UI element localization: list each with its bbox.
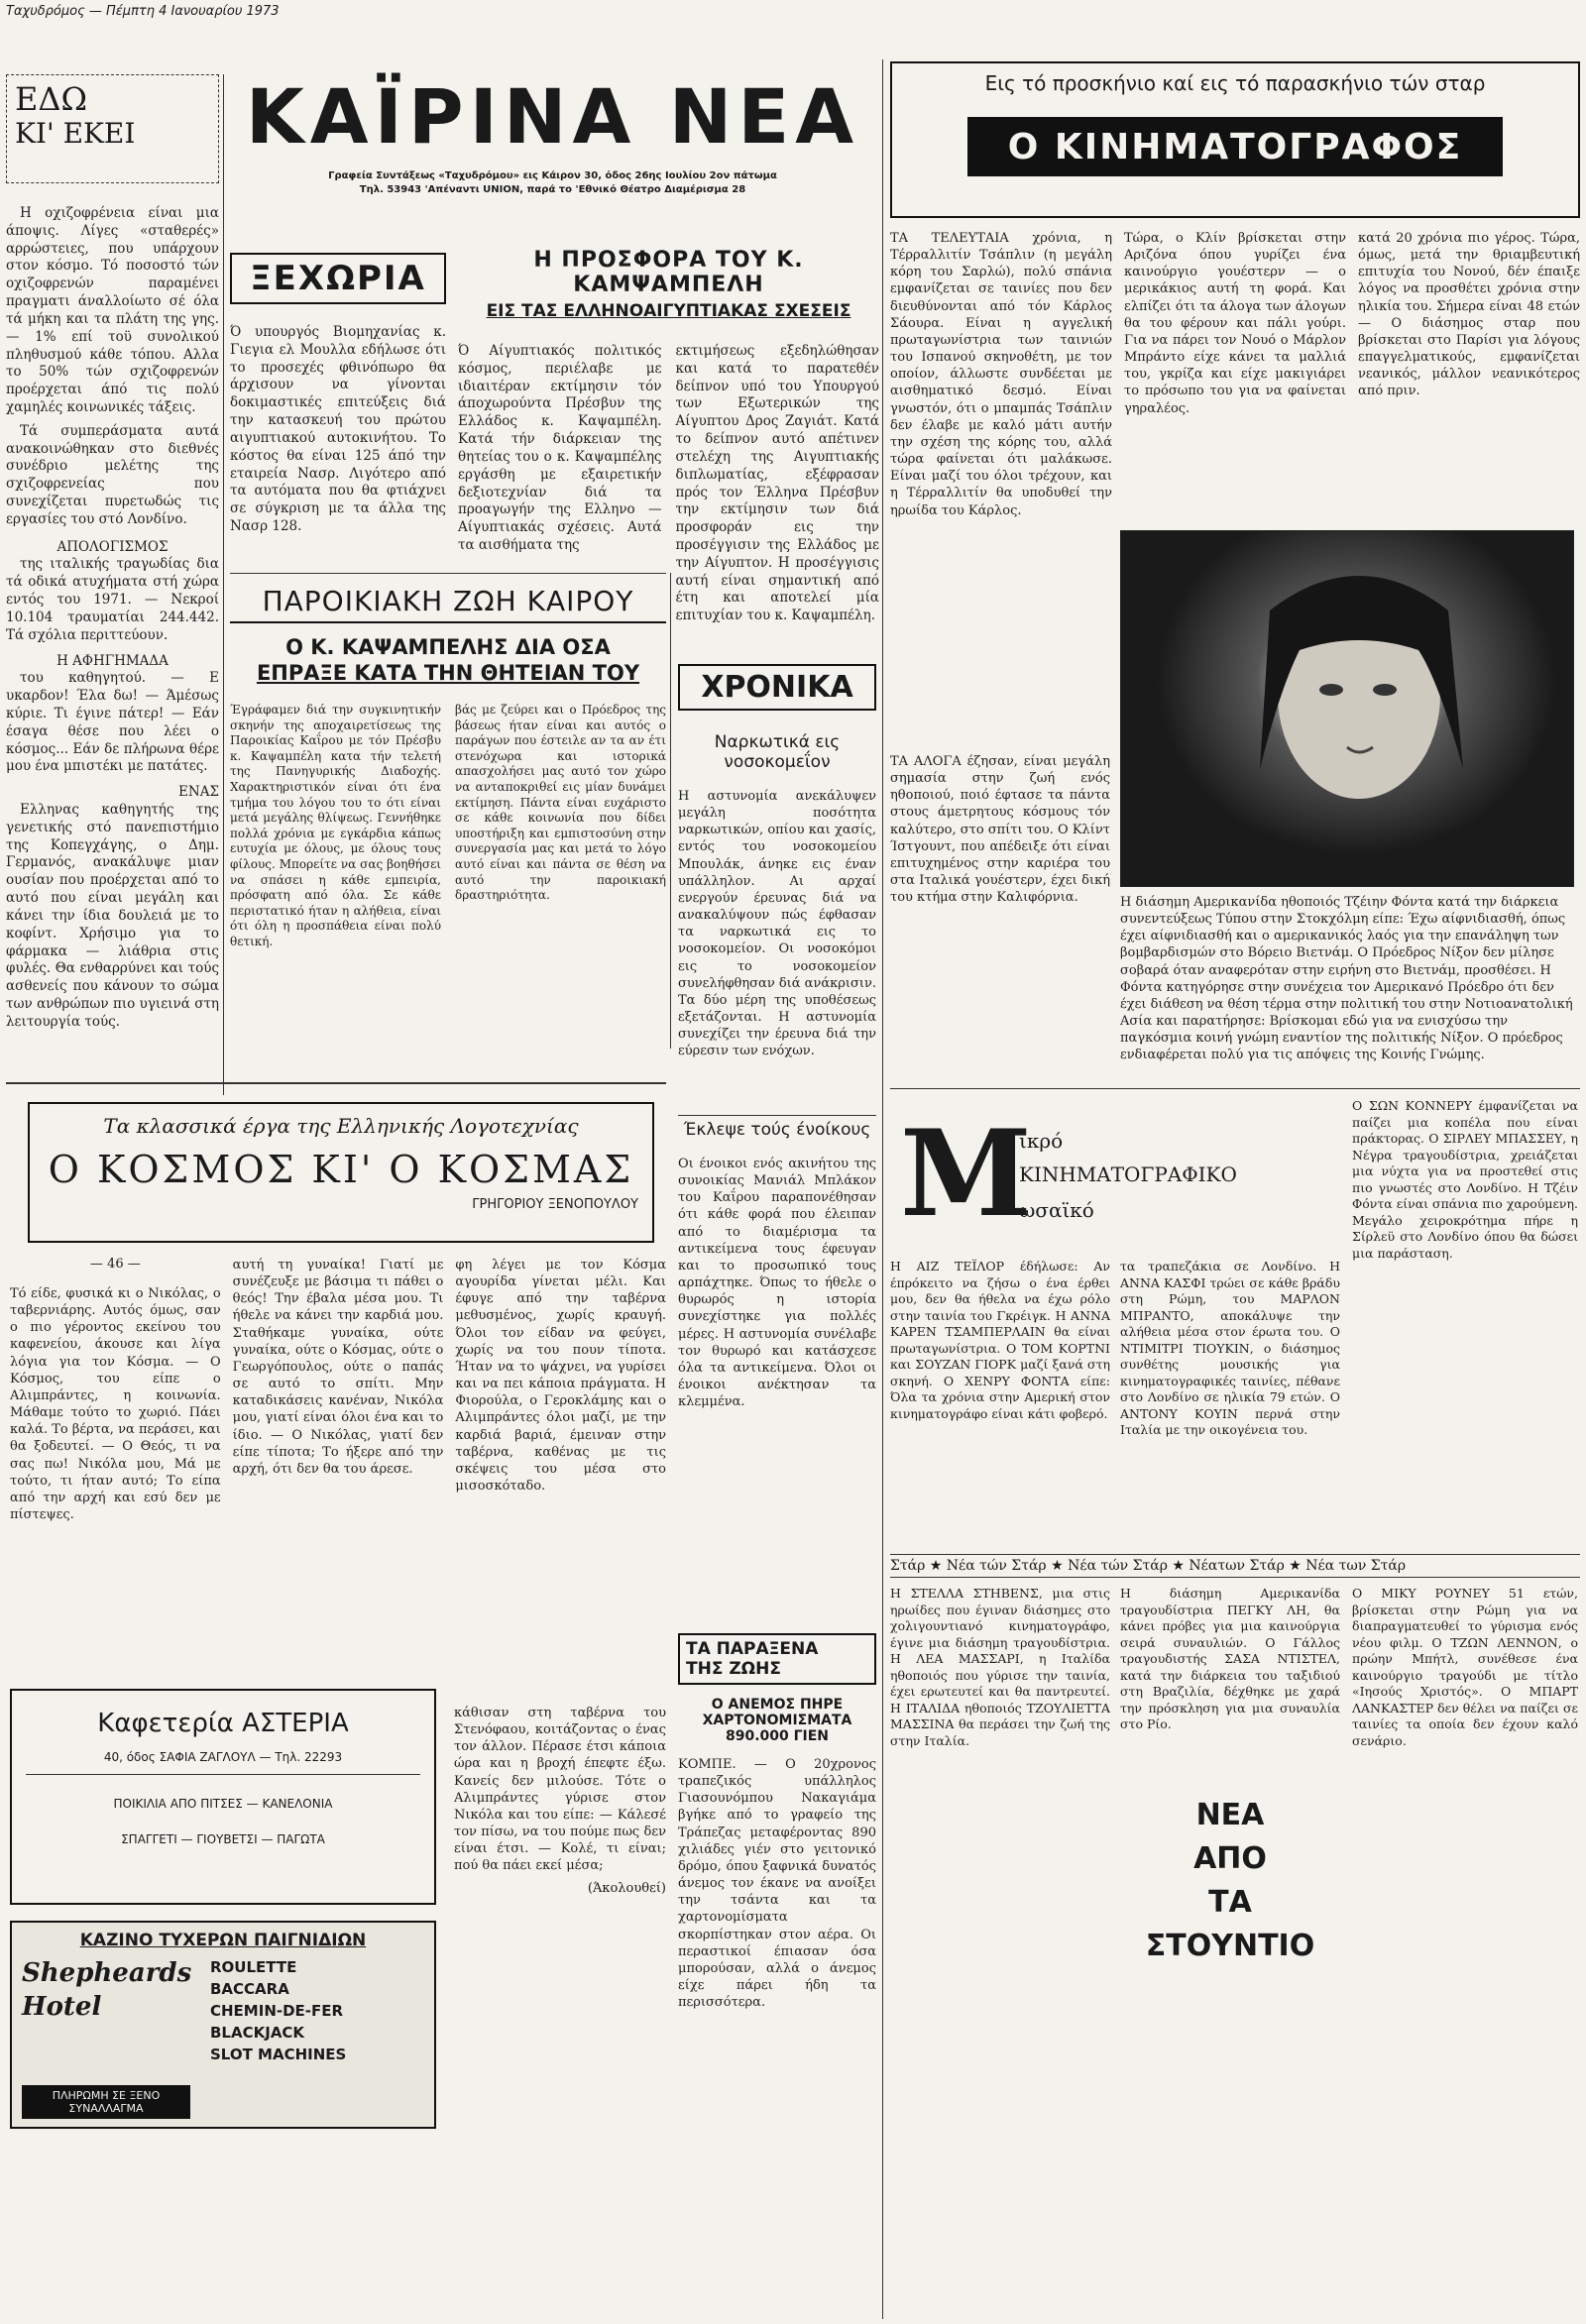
cafe-menu-line-2: ΣΠΑΓΓΕΤΙ — ΓΙΟΥΒΕΤΣΙ — ΠΑΓΩΤΑ [121, 1832, 325, 1846]
kamphell-article [458, 248, 879, 625]
cafe-menu-line-1: ΠΟΙΚΙΛΙΑ ΑΠΟ ΠΙΤΣΕΣ — ΚΑΝΕΛΟΝΙΑ [113, 1797, 333, 1811]
kosmos-author: ΓΡΗΓΟΡΙΟΥ ΞΕΝΟΠΟΥΛΟΥ [472, 1197, 638, 1212]
exoria-title: ΞΕΧΩΡΙΑ [230, 253, 446, 304]
cinema-banner [967, 117, 1503, 176]
kosmos-body [10, 1257, 666, 1523]
paroikiaki-col-1: Έγράφαμεν διά την συγκινητικήν σκηνήν της αποχαιρετίσεως της Παροικίας Καΐρου με τόν Πρέσβυ κ. Καψαμπέλη κατα τήν τελετή της Πανηγυρικής Διαδοχής. Χαρακτηριστικόν είναι ότι ένα τμήμα του λόγου του το ότι είναι μετά μεγάλης θλίψεως. Γεννήθηκε πολλά χρόνια με εγκάρδια κάπως ευτυχία με όλους, με όλους τους φίλους. Μπορείτε να σας βοηθήσει να σπάσει η κάθε εμπειρία, πρόσφατη από όλα. Σε κάθε περιστατικό ήταν η αλήθεια, είναι ότι όλη η προσπάθεια είναι πολύ θετική. [230, 703, 441, 948]
masthead [228, 69, 877, 218]
cafe-name: Καφετερία ΑΣΤΕΡΙΑ [97, 1709, 349, 1738]
kosmos-col-3: φη λέγει με τον Κόσμα αγουρίδα γίνεται μέλι. Και έφυγε από την ταβέρνα μεθυσμένος, χωρίς κραυγή. Όλοι τον είδαν να φεύγει, χωρίς να του πουν τίποτα. Ήταν να το ψάχνει, να γυρίσει και να πει κάποια πράγματα. Η Φιορούλα, ο Γεροκλάμης και ο Αλιμπράντες όλοι μαζί, με την καρδιά βαριά, έμειναν στην ταβέρνα, καθένας με τις σκέψεις του μέσα στο μισοσκόταδο. [455, 1258, 667, 1494]
casino-game: ROULETTE [210, 1958, 297, 1976]
kosmos-col4-wrap [454, 1705, 666, 1896]
kamphell-title-2: ΕΙΣ ΤΑΣ ΕΛΛΗΝΟΑΙΓΥΠΤΙΑΚΑΣ ΣΧΕΣΕΙΣ [486, 301, 851, 321]
edo-sub-text: της ιταλικής τραγωδίας δια τά οδικά ατυχήματα στή χώρα εντός του 1971. — Νεκροί 10.104 τραυματίαι 244.442. Τά σχόλια περιττεύουν. [6, 556, 219, 643]
edo-title-line1: ΕΔΩ [15, 80, 87, 118]
cinema-header [890, 61, 1580, 218]
xronika-item2-title: Έκλεψε τούς ένοίκους [683, 1120, 871, 1140]
kosmos-continues: (Άκολουθεί) [587, 1880, 666, 1896]
exoria-section [230, 253, 446, 536]
edo-title-line2: ΚΙ' ΕΚΕΙ [15, 117, 136, 150]
nea-label-line: ΣΤΟΥΝΤΙΟ [1145, 1929, 1315, 1963]
casino-footer-1: ΠΛΗΡΩΜΗ ΣΕ ΞΕΝΟ [52, 2089, 161, 2102]
cinema-col-1b-wrap [890, 753, 1110, 906]
xronika-section [678, 664, 876, 1060]
xronika-title: ΧΡΟΝΙΚΑ [678, 664, 876, 711]
casino-game: SLOT MACHINES [210, 2046, 347, 2063]
edo-paragraph: Η οχιζοφρένεια είναι μια άποψις. Λίγες «σταθερές» αρρώστειες, που υπάρχουν στον κόσμο. Τό ποσοστό τών οχιζοφρενών παραμένει πραγματι άναλλοίωτο σέ όλα τά μήκη και τα πλάτη της γης. — 1% επί τοϋ συνολικού πληθυσμού κάθε τόπου. Αλλα το 50% τών σχιζοφρενών προέρχεται άπό τις πολύ χαμηλές κοινωνικές τάξεις. [6, 205, 219, 415]
edo-title-box [6, 74, 219, 183]
paraxena-title-2: ΤΗΣ ΖΩΗΣ [686, 1659, 781, 1679]
masthead-title: ΚΑΪΡΙΝΑ ΝΕΑ [245, 72, 860, 161]
paroikiaki-title-1: Ο Κ. ΚΑΨΑΜΠΕΛΗΣ ΔΙΑ ΟΣΑ [285, 635, 611, 659]
kosmos-header [28, 1102, 654, 1243]
mikro-news-col-2: Η διάσημη Αμερικανίδα τραγουδίστρια ΠΕΓΚΥ ΛΗ, θα κάνει πρόβες για μια καινούργια σειρά συναυλιών. Ο Γάλλος τραγουδιστής ΣΑΣΑ ΝΤΙΣΤΕΛ, κατά την διάρκεια του ταξιδιού στη Βραζιλία, δέχθηκε με χαρά την πρόσκληση για μια συναυλία στο Ρίο. [1120, 1586, 1340, 1731]
casino-title: ΚΑΖΙΝΟ ΤΥΧΕΡΩΝ ΠΑΙΓΝΙΔΙΩΝ [79, 1931, 367, 1950]
edo-column [6, 74, 219, 1038]
kamphell-title-1: Η ΠΡΟΣΦΟΡΑ ΤΟΥ Κ. ΚΑΜΨΑΜΠΕΛΗ [533, 248, 804, 297]
mikro-initial: Μ [900, 1104, 1032, 1244]
nea-label-line: ΤΑ [1208, 1885, 1252, 1920]
paraxena-title-1: ΤΑ ΠΑΡΑΞΕΝΑ [686, 1639, 819, 1659]
cinema-columns [890, 230, 1580, 519]
casino-footer-2: ΣΥΝΑΛΛΑΓΜΑ [68, 2102, 144, 2115]
paraxena-item-text: ΚΟΜΠΕ. — Ο 20χρονος τραπεζικός υπάλληλος Γιασουνόμπου Νακαγιάμα βγήκε από το γραφείο της Τράπεζας μεταφέροντας 890 χιλιάδες γιέν στο γειτονικό δρόμο, όπου ξαφνικά δυνατός άνεμος τον έκανε να ανοίξει την τσάντα και τα χαρτονομίσματα σκορπίστηκαν στον αέρα. Οι περαστικοί έπιασαν όσα μπορούσαν, αλλά ο άνεμος είχε πάρει ήδη τα περισσότερα. [678, 1757, 876, 2011]
nea-label-line: ΝΕΑ [1195, 1798, 1265, 1832]
nea-label-line: ΑΠΟ [1193, 1841, 1267, 1876]
paraxena-item-title: Ο ΑΝΕΜΟΣ ΠΗΡΕ ΧΑΡΤΟΝΟΜΙΣΜΑΤΑ 890.000 ΓΙΕΝ [702, 1697, 852, 1744]
mikro-ticker: Στάρ ★ Νέα τών Στάρ ★ Νέα τών Στάρ ★ Νέατων Στάρ ★ Νέα των Στάρ [890, 1554, 1580, 1578]
masthead-info-1: Γραφεία Συντάξεως «Ταχυδρόμου» εις Κάιρον 30, όδος 26ης Ιουλίου 2ον πάτωμα [328, 170, 777, 181]
xronika-item1-title: Ναρκωτικά εις νοσοκομεΐον [714, 732, 841, 772]
mikro-col-1: Η ΑΙΖ ΤΕΪΛΟΡ έδήλωσε: Αν έπρόκειτο να ζήσω ο ένα έρθει μου, δεν θα ήθελα να έχω ρόλο στην ταινία του Γκρέιγκ. Η ΑΝΝΑ ΚΑΡΕΝ ΤΣΑΜΠΕΡΛΑΙΝ θα είναι πρωταγωνίστρια. Ο ΤΟΜ ΚΟΡΤΝΙ και ΣΟΥΖΑΝ ΓΙΟΡΚ μαζί ξανά στη σκηνή. Ο ΧΕΝΡΥ ΦΟΝΤΑ είπε: Όλα τα χρόνια στην Αμερική στον κινηματογράφο είναι κάτι φοβερό. [890, 1259, 1110, 1421]
xronika-item2 [678, 1120, 876, 1410]
running-head: Ταχυδρόμος — Πέμπτη 4 Ιανουαρίου 1973 [6, 4, 280, 19]
exoria-text: Ό υπουργός Βιομηχανίας κ. Γιεγια ελ Μουλλα εδήλωσε ότι το προσεχές φθινόπωρο θα άρχισουν να γίνονται δοκιμαστικές επιτεύξεις διά την κατασκευή του πρώτου αιγυπτιακού αυτοκινήτου. Το κόστος θα είναι 125 άπό την εταιρεία Νασρ. Λιγότερο από τα αυτόματα που θα φτιάχνει σε σύγκριση με τα άλλα της Νασρ 128. [230, 324, 446, 534]
paraxena-section [678, 1633, 876, 2011]
kosmos-col-1: Τό είδε, φυσικά κι ο Νικόλας, ο ταβερνιάρης. Αυτός όμως, σαν ο πιο γέροντος εκείνου του καφενείου, άκουσε και λίγα λόγια για τον Κόσμα. — Ο Κόσμος, του είπε ο Αλιμπράντες, η κοινωνία. Μάθαμε τούτο το χωριό. Πάει καλά. Το βέρτα, να περάσει, και θα ξοδευτεί. — Ο Θεός, τι να σας πω! Νικόλα μου, Μά με τούτο, τι ήταν αυτό; Το είπα από την αρχή και εσύ δεν με πίστεψες. [10, 1286, 221, 1523]
paraxena-title-box [678, 1633, 876, 1685]
xronika-item2-text: Οι ένοικοι ενός ακινήτου της συνοικίας Μανιάλ Μπλάκον του Καΐρου παραπονέθησαν ότι κάθε φορά που έλειπαν από το διαμέρισμα τα αντικείμενα τους έφευγαν και το προσωπικό τους αρπάχτηκε. Όπως το ήθελε ο θυρωρός η ιστορία συνεχίστηκε για πολλές μέρες. Η αστυνομία συνέλαβε τον θυρωρό και κατάσχεσε όλα τα αντικείμενα. Όλοι οι ένοικοι ανέκτησαν τα κλεμμένα. [678, 1157, 876, 1410]
kosmos-episode: — 46 — [89, 1257, 141, 1272]
casino-game: CHEMIN-DE-FER [210, 2002, 344, 2020]
cafe-ad [10, 1689, 436, 1905]
cinema-col-1: ΤΑ ΤΕΛΕΥΤΑΙΑ χρόνια, η Τέρραλλιτίν Τσάπλιν (η μεγάλη κόρη του Σαρλώ), πολύ σπάνια εμφανίζεται σε ταινίες που δεν διευθύνονται από τόν Κάρλος Σάουρα. Είναι η αγγελική πρωταγωνίστρια των ταινιών του Ισπανού σκηνοθέτη, με τον οποίον, άλλωστε συνδέεται με αισθηματικό δεσμό. Είναι γνωστόν, ότι ο μπαμπάς Τσάπλιν δεν έλαβε με καλό μάτι αυτήν την σχέση της κόρης του, αλλά τώρα φαίνεται ότι μαλάκωσε. Είναι μαζί του όλοι τρέχουν, και η Τέρραλλιτίν θα υποδυθεί την ηρωίδα του Κάρλος. [890, 231, 1112, 518]
paroikiaki-section [230, 585, 666, 950]
casino-game: BACCARA [210, 1980, 289, 1998]
mikro-col-3: Ο ΣΩΝ ΚΟΝΝΕΡΥ έμφανίζεται να παίζει μια κοπέλα που είναι πράκτορας. Ο ΣΙΡΛΕΥ ΜΠΑΣΣΕΥ, η Νέγρα τραγουδίστρια, χρειάζεται μια νύχτα για να προστεθεί στις πιο γνωστές στο Λονδίνο. Η Τζέιν Φόντα είναι σπάνια πιο χαρούμενη. Μεγάλο χειροκρότημα πήρε η Σίρλεϋ στο Λονδίνο όπου θα δώσει μια παράσταση. [1352, 1098, 1578, 1261]
kosmos-series: Τα κλασσικά έργα της Ελληνικής Λογοτεχνίας [103, 1114, 579, 1138]
edo-sub-heading: ΕΝΑΣ [178, 784, 219, 801]
casino-footer [22, 2085, 190, 2119]
kamphell-col-2: εκτιμήσεως εξεδηλώθησαν και κατά το παρατεθέν δείπνον υπό του Υπουργού των Εξωτερικών της Αίγυπτου Δρος Ζαγιάτ. Κατά το δείπνον αυτό απέτινεν στελέχη της Αιγυπτιακής διπλωματίας, εξέφρασαν πρός τον Έλληνα Πρέσβυν την εκτίμησιν των διά προσφοράν εις την προσέγγισιν της Ελλάδος με την Αίγυπτον. Η προσέγγισις αυτή είναι σημαντική από έτη και αποτελεί μία επιτυχίαν του κ. Καψαμπέλη. [675, 343, 879, 624]
mikro-title [890, 1104, 1237, 1249]
mikro-news-col-1: Η ΣΤΕΛΛΑ ΣΤΗΒΕΝΣ, μια στις ηρωίδες που έγιναν διάσημες στο χολιγουντιανό κινηματογράφο, έγινε μια διάσημη τραγουδίστρια. Η ΛΕΑ ΜΑΣΣΑΡΙ, η Ιταλίδα ηθοποιός που γύρισε την ταινία, έχει ερωτευτεί και θα παντρευτεί. Η ΙΤΑΛΙΔΑ ηθοποιός ΤΖΟΥΛΙΕΤΤΑ ΜΑΣΣΙΝΑ θα περάσει την ζωή της στην Ιταλία. [890, 1586, 1110, 1748]
cinema-col-1b: ΤΑ ΑΛΟΓΑ έζησαν, είναι μεγάλη σημασία στην ζωή ενός ηθοποιού, ποιό έφτασε τα πάντα στους άμετρητους κόσμους τόν καλύτερο, στο σπίτι του. Ο Κλίντ Ίστγουντ, που απέδειξε ότι είναι επιτυχημένος στην καριέρα του στα Ιταλικά γουέστερν, έχει δική του κτήμα στην Καλιφόρνια. [890, 754, 1110, 906]
paroikiaki-col-2: βάς με ζεύρει και ο Πρόεδρος της βάσεως ήταν είναι και αυτός ο παράγων που έστειλε αν τα αν έτι στενόχωρα και ιστορικά απασχολήσει μας αυτό τον χώρο να ανταποκριθεί εις μίαν δυνάμει εκτίμηση. Πάντα είναι ευχάριστο σε κάθε κοινωνία που δίδει υποστήριξη και εμπιστοσύνη στην συνεργασία μας και μετά το λόγο αυτό είναι και πάντα σε θέση να αυτό την παροικιακή δραστηριότητα. [455, 703, 666, 903]
casino-ad [10, 1921, 436, 2129]
cafe-address: 40, όδος ΣΑΦΙΑ ΖΑΓΛΟΥΛ — Τηλ. 22293 [26, 1750, 420, 1775]
cinema-banner-text: Ο ΚΙΝΗΜΑΤΟΓΡΑΦΟΣ [1007, 126, 1463, 167]
mikro-title-3: ωσαϊκό [1019, 1198, 1094, 1222]
masthead-info-2: Τηλ. 53943 'Απέναντι UNION, παρά το 'Εθνικό Θέατρο Διαμέρισμα 28 [359, 184, 746, 195]
casino-games [210, 1956, 424, 2065]
paroikiaki-banner: ΠΑΡΟΙΚΙΑΚΗ ΖΩΗ ΚΑΙΡΟΥ [230, 585, 666, 623]
mikro-news-col-3: Ο ΜΙΚΥ ΡΟΥΝΕΥ 51 ετών, βρίσκεται στην Ρώμη για να διαπραγματευθεί το γύρισμα ενός νέου φιλμ. Ο ΤΖΩΝ ΛΕΝΝΟΝ, ο πρώην Μπήτλ, συνέθεσε ένα καινούργιο τραγούδι με τίτλο «Ιησούς Χριστός». Ο ΜΠΑΡΤ ΛΑΝΚΑΣΤΕΡ δεν θέλει να παίζει σε ταινίες τα οποία δεν έχουν καλό σενάριο. [1352, 1586, 1578, 1748]
casino-game: BLACKJACK [210, 2024, 305, 2042]
mikro-title-1: ικρό [1019, 1129, 1064, 1153]
edo-sub-text: Ελληνας καθηγητής της γενετικής στό πανεπιστήμιο της Κοπεγχάγης, ο Δημ. Γερμανός, ανακάλυψε μιαν ουσίαν που προέρχεται από το αυτό που είναι μεγάλη και κάνει την ίδια δουλειά με το κοφίντ. Χρήσιμο για το φάρμακα — λιάθρια στις φυλές. Θα ενθαρρύνει και τούς ασθενείς που κάνουν το σώμα των ανθρώπων πιο υγιεινά στη λειτουργία τούς. [6, 802, 219, 1030]
cinema-tagline: Εις τό προσκήνιο καί εις τό παρασκήνιο τών σταρ [984, 71, 1486, 95]
mikro-title-2: ΚΙΝΗΜΑΤΟΓΡΑΦΙΚΟ [1019, 1162, 1237, 1186]
kosmos-col-4: κάθισαν στη ταβέρνα του Στενόφαου, κοιτάζοντας ο ένας τον άλλον. Πέρασε έτσι κάποια ώρα και η βροχή έπεφτε έξω. Κανείς δεν μιλούσε. Τότε ο Αλιμπράντες γύρισε στον Νικόλα και του είπε: — Κάλεσέ τον πίσω, να του πούμε πως δεν είναι έτσι. — Κολέ, τι είναι; πού θα πάει εκεί μέσα; [454, 1706, 666, 1874]
actress-photo [1120, 530, 1574, 887]
xronika-item1-text: Η αστυνομία ανεκάλυψεν μεγάλη ποσότητα ναρκωτικών, οπίου και χασίς, εντός του νοσοκομείου Μπουλάκ, άνηκε εις έναν υπάλληλον. Αι αρχαί ενεργούν έρευνας διά να ανακαλύψουν πώς έφθασαν τα ναρκωτικά εις το νοσοκομείον. Οι νοσοκόμοι εις το νοσοκομείον συνελήφθησαν διά ανάκρισιν. Τα δύο μέρη της υποθέσεως εξετάζονται. Η αστυνομία συνεχίζει την έρευνα διά την εύρεσιν των ενόχων. [678, 789, 877, 1059]
casino-hotel-logo: Shepheards Hotel [22, 1958, 192, 2022]
kosmos-title: Ο ΚΟΣΜΟΣ ΚΙ' Ο ΚΟΣΜΑΣ [48, 1148, 634, 1191]
edo-sub-heading: Η ΑΦΗΓΗΜΑΔΑ [57, 652, 169, 669]
mikro-col-2: τα τραπεζάκια σε Λονδίνο. Η ΑΝΝΑ ΚΑΣΦΙ τρώει σε κάθε βράδυ στη Ρώμη, του ΜΑΡΛΟΝ ΜΠΡΑΝΤΟ, αποκάλυψε την αλήθεια μέσα στον έρωτα του. Ο ΝΤΙΜΙΤΡΙ ΤΙΟΥΚΙΝ, ο διάσημος συνθέτης μουσικής για κινηματογραφικές ταινίες, πέθανε στο Λονδίνο σε ηλικία 79 ετών. Ο ΑΝΤΟΝΥ ΚΟΥΙΝ περνά στην Ιταλία με την οικογένεια του. [1120, 1259, 1340, 1437]
kamphell-col-1: Ό Αίγυπτιακός πολιτικός κόσμος, περιέλαβε με ιδιαιτέραν εκτίμησιν τόν άποχωρούντα Πρέσβυν της Ελλάδος κ. Καψαμπέλη. Κατά τήν διάρκειαν της θητείας του ο κ. Καψαμπέλης εργάσθη με εξαιρετικήν δεξιοτεχνίαν διά τα προαγωγήν της Ελληνο — Αίγυπτιακάς σχέσεις. Αυτά τα αισθήματα της [458, 343, 662, 553]
kosmos-col-2: αυτή τη γυναίκα! Γιατί με συνέζευξε με βάσιμα τι πάθει ο θεός! Την έβαλα μέσα μου. Τι ήθελε να κάνει την καρδιά μου. Σταθήκαμε γυναίκα, ούτε γυναίκα, ούτε ο Κόσμας, ούτε ο Γεωργόπουλος, ούτε ο παπάς σε αυτό το σπίτι. Μην καταδικάσεις κανέναν, Νικόλα μου, γιατί είναι όλοι ένα και το ίδιο. — Ο Νικόλας, γιατί δεν είπε τίποτα; Το ήξερε από την αρχή, ότι δεν θα του άρεσε. [232, 1258, 444, 1477]
cinema-col-2: Τώρα, ο Κλίν βρίσκεται στην Αριζόνα όπου γυρίζει ένα καινούργιο γουέστερν — ο μερικάκιος αυτή τη φορά. Και ελπίζει ότι τα άλογα των άλογων θα του φέρουν και πάλι γούρι. Για να πάρει τον Νουό ο Μάρλον Μπράντο είχε κάνει τα μαλλιά του, γκρίζα και είχε μακιγιάρει το πρόσωπο του για να φαίνεται γηραλέος. [1124, 231, 1346, 416]
paroikiaki-title-2: ΕΠΡΑΞΕ ΚΑΤΑ ΤΗΝ ΘΗΤΕΙΑΝ ΤΟΥ [256, 661, 640, 685]
edo-paragraph: Τά συμπεράσματα αυτά ανακοινώθηκαν στο διεθνές συνέδριο μελέτης της σχιζοφρενείας που συνεχίζεται πυρετωδώς τις εργασίες του στό Λονδίνο. [6, 422, 219, 527]
actress-portrait-image [1121, 531, 1575, 888]
cinema-col-3: κατά 20 χρόνια πιο γέρος. Τώρα, όμως, μετά την θριαμβευτική επιτυχία του Νονού, δέν έπαιξε λόγος να προσθέτει χρόνια στην ηλικία του. Σήμερα είναι 48 ετών — Ο διάσημος σταρ που βρίσκεται στο Παρίσι για λόγους επαγγελματικούς, εμφανίζεται νεανικός, μάλλον νεανικότερος από πριν. [1358, 231, 1580, 399]
nea-studio-label [1120, 1794, 1340, 1968]
photo-caption: Η διάσημη Αμερικανίδα ηθοποιός Τζέιην Φόντα κατά την διάρκεια συνεντεύξεως Τύπου στην Στοκχόλμη είπε: Έχω αίφνιδιασθή, όπως έχει αίφνιδιασθή και ο αμερικανικός λαός για την επανάληψη των βομβαρδισμών στο Βόρειο Βιετνάμ. Ο Πρόεδρος Νίξον δεν μίλησε σοβαρά όταν αναφερόταν στην ειρήνη στο Βιετνάμ, προσθέσει. Η Φόντα κατηγόρησε στην συνέχεια τον Αμερικανό Πρόεδρο ότι δεν έχει διάθεση να θέση τέρμα στην πολιτική του στην Νοτιοανατολική Ασία και παρατήρησε: Βρίσκομαι εδώ για να ενισχύσω την παγκόσμια κοινή γνώμη εναντίον της πολιτικής Νίξον. Ο πρόεδρος ενδιαφέρεται πολύ για τις απόψεις της Κοινής Γνώμης. [1120, 895, 1573, 1063]
edo-sub-text: του καθηγητού. — Ε υκαρδον! Έλα δω! — Άμέσως κύριε. Τι έγινε πάτερ! — Εάν έσαγα θέσε που λέει ο κόσμος... Εάν δε πλήρωνα θέρε μου ένα μπιστέκι με πατάτες. [6, 670, 219, 775]
edo-sub-heading: ΑΠΟΛΟΓΙΣΜΟΣ [57, 538, 169, 555]
